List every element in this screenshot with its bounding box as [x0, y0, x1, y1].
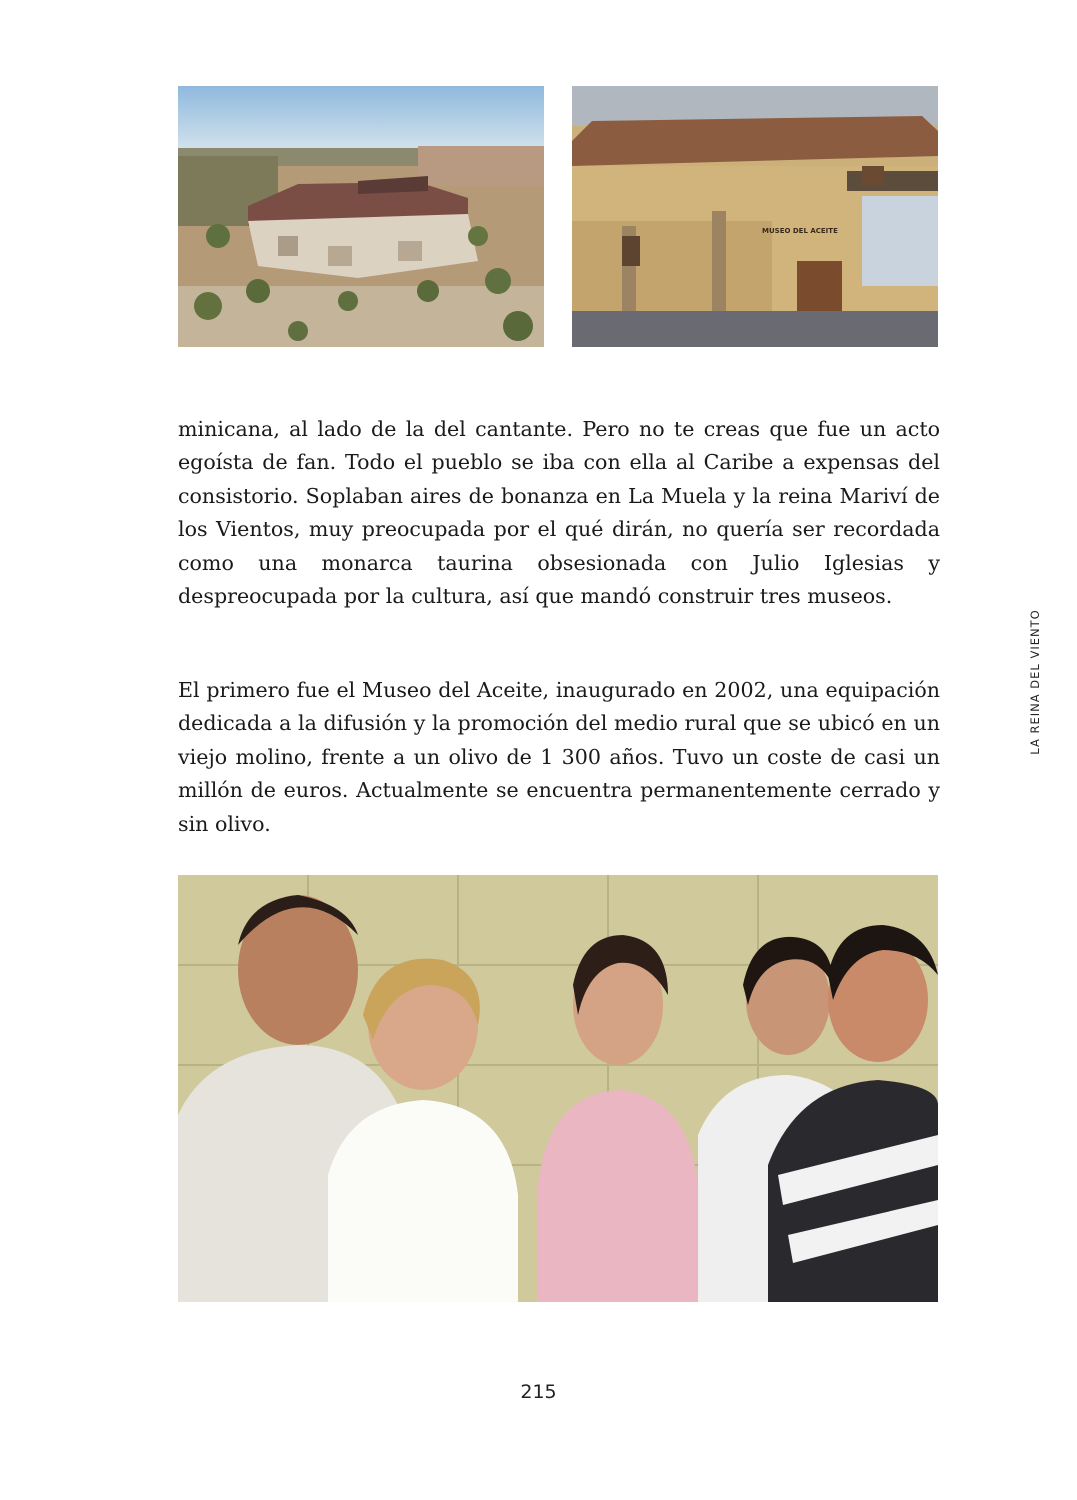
museum-sign: MUSEO DEL ACEITE	[762, 227, 838, 235]
body-paragraph-2: El primero fue el Museo del Aceite, inaugurado en 2002, una equipación dedicada a la difusión y la promoción del medio rural que se ubicó en un viejo molino, frente a un olivo de 1 300 años. Tuvo un coste de casi un millón de euros. Actualmente se encuentra permanentemente cerrado y sin olivo.	[178, 677, 940, 836]
bullring-aerial-photo	[178, 86, 544, 347]
museum-building-photo	[572, 86, 938, 347]
running-head: LA REINA DEL VIENTO	[1028, 609, 1042, 755]
group-photo	[178, 875, 938, 1302]
body-paragraph-1: minicana, al lado de la del cantante. Pero no te creas que fue un acto egoísta de fan. Todo el pueblo se iba con ella al Caribe a expensas del consistorio. Soplaban aires de bonanza en La Muela y la reina Mariví de los Vientos, muy preocupada por el qué dirán, no quería ser recordada como una monarca taurina obsesionada con Julio Iglesias y despreocupada por la cultura, así que mandó construir tres museos.	[178, 416, 940, 609]
page-number: 215	[520, 1381, 557, 1403]
